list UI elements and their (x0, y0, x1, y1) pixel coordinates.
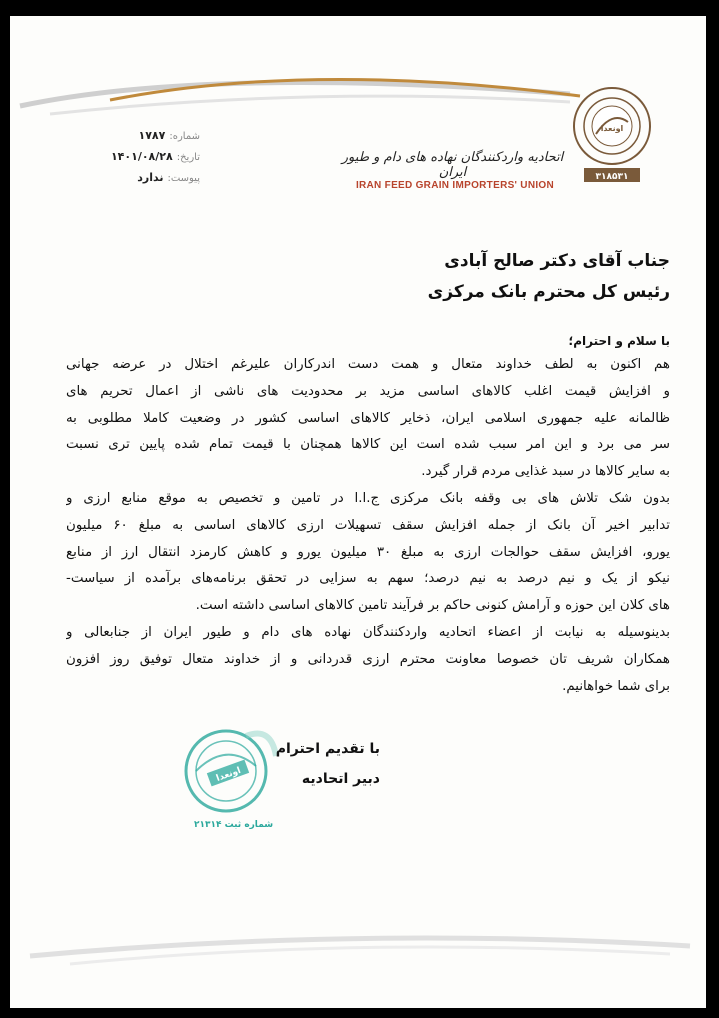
body-line: و افزایش قیمت اغلب کالاهای اساسی مزید بر محدودیت های ناشی از اعمال تحریم های (66, 383, 670, 399)
recipient-name: جناب آقای دکتر صالح آبادی (444, 251, 670, 271)
body-line: تدابیر اخیر آن بانک از جمله افزایش سقف تسهیلات ارزی کالاهای اساسی به مبلغ ۶۰ میلیون (66, 517, 670, 533)
meta-number (80, 129, 200, 150)
body-line: همکاران شریف تان خصوصا معاونت محترم ارزی قدردانی و از خداوند متعال توفیق روز افزون (66, 651, 670, 667)
logo-text: اونعدا (600, 124, 624, 133)
meta-date-value: ۱۴۰۱/۰۸/۲۸ (110, 150, 173, 163)
meta-number-label: شماره: (169, 131, 200, 142)
union-name-english: IRAN FEED GRAIN IMPORTERS' UNION (355, 180, 555, 191)
recipient-block (250, 246, 670, 308)
signoff-title: دبیر اتحادیه (301, 771, 380, 787)
body-line: بدینوسیله به نیابت از اعضاء اتحادیه واردکنندگان نهاده های دام و طیور ایران از جنابعالی و (66, 624, 670, 640)
stamp-text: اونعدا (215, 765, 243, 784)
body-line: نیکو از یک و نیم درصد به نیم درصد؛ سهم به سزایی در تحقق برنامه‌های برآمده از سیاست- (66, 571, 670, 587)
footer-swoosh (10, 916, 706, 986)
signoff-block (220, 734, 380, 794)
meta-date-label: تاریخ: (176, 152, 200, 163)
body-line: سر می برد و این امر سبب شده است این کالاها همچنان با قیمت تمام شده پایین تری نسبت (66, 437, 670, 453)
meta-attachment (80, 171, 200, 192)
body-line: هم اکنون به لطف خداوند متعال و همت دست اندرکاران علیرغم اختلال در عرضه جهانی (66, 357, 670, 372)
letter-body (66, 352, 670, 700)
logo-number: ۳۱۸۵۳۱ (595, 172, 629, 182)
meta-date (80, 150, 200, 171)
body-line: بدون شک تلاش های بی وقفه بانک مرکزی ج.ا.ا در تامین و تخصیص به موقع منابع ارزی و (66, 490, 670, 506)
body-line: به سایر کالاها در سبد غذایی مردم قرار گیرد. (421, 464, 670, 480)
meta-attachment-label: پیوست: (167, 173, 200, 184)
union-logo (570, 84, 654, 188)
union-name-persian: اتحادیه واردکنندگان نهاده های دام و طیور ایران (341, 150, 564, 180)
salutation: با سلام و احترام؛ (568, 334, 670, 348)
signoff-closing: با تقدیم احترام (275, 741, 380, 757)
recipient-title: رئیس کل محترم بانک مرکزی (427, 282, 670, 302)
letter-page (10, 16, 706, 1008)
meta-number-value: ۱۷۸۷ (138, 129, 166, 142)
body-line: ظالمانه علیه جمهوری اسلامی ایران، ذخایر کالاهای اساسی کشور در وضعیت کاملا مطلوبی به (66, 410, 670, 426)
letter-meta (80, 129, 200, 192)
stamp-registration: شماره ثبت ۲۱۳۱۴ (194, 820, 274, 830)
body-line: های کلان این حوزه و آرامش کنونی حاکم بر فرآیند تامین کالاهای اساسی داشته است. (195, 598, 670, 614)
meta-attachment-value: ندارد (137, 171, 164, 184)
body-line: برای شما خواهانیم. (562, 678, 670, 694)
body-line: یورو، افزایش سقف حوالجات ارزی به مبلغ ۳۰ میلیون یورو و کاهش کارمزد انتقال ارز از منابع (66, 544, 670, 560)
